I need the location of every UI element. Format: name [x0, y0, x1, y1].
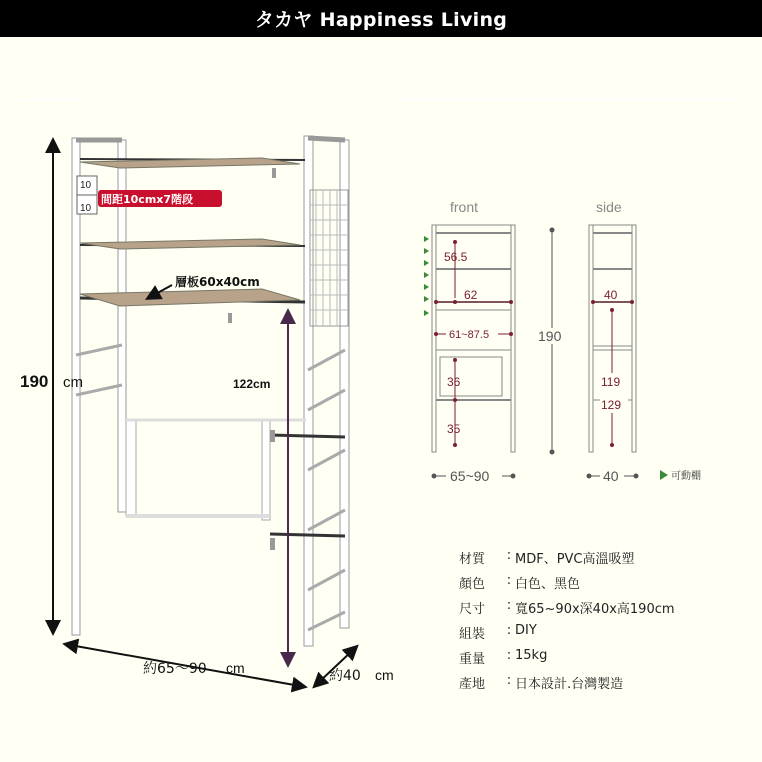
side-dim-40-bottom: 40 [603, 468, 619, 484]
spec-label: 尺寸 [459, 602, 486, 617]
spec-label: 重量 [459, 652, 486, 667]
front-view [424, 199, 568, 484]
front-dim-190: 190 [538, 328, 562, 344]
spec-label: 材質 [459, 552, 486, 567]
spec-value: 15kg [515, 648, 548, 663]
spec-row: 重量 : 15kg [459, 648, 675, 673]
spec-row: 產地 : 日本設計.台灣製造 [459, 673, 675, 698]
front-dim-36: 36 [447, 375, 461, 389]
shelf-callout: 層板60x40cm [175, 275, 260, 289]
side-dim-119: 119 [601, 375, 621, 389]
front-dim-width: 65~90 [450, 468, 490, 484]
clearance-label: 122cm [233, 377, 271, 391]
height-label: 190 [20, 372, 49, 391]
brand-title: タカヤ Happiness Living [254, 9, 508, 31]
front-title: front [450, 199, 479, 215]
spec-value: MDF、PVC高溫吸塑 [515, 552, 635, 567]
depth-label: 約40 [329, 668, 361, 684]
side-dim-40-top: 40 [604, 288, 618, 302]
side-dim-129: 129 [601, 398, 622, 412]
spec-row: 材質 : MDF、PVC高溫吸塑 [459, 548, 675, 573]
spec-value: 寬65~90x深40x高190cm [515, 602, 675, 617]
rack-illustration [72, 136, 349, 646]
spec-value: 日本設計.台灣製造 [515, 677, 624, 692]
front-dim-56: 56.5 [444, 250, 468, 264]
spec-value: DIY [515, 623, 537, 638]
height-unit: cm [63, 374, 83, 391]
spec-label: 組裝 [459, 627, 486, 642]
side-view [587, 199, 639, 484]
spec-value: 白色、黑色 [515, 577, 581, 592]
movable-shelf-legend: 可動棚 [671, 471, 701, 482]
movable-shelf-icon [660, 470, 668, 480]
brand-banner [0, 0, 762, 37]
spacing-callout: 間距10cmx7階段 [101, 193, 194, 206]
depth-unit: cm [375, 667, 394, 683]
front-dim-inner: 61~87.5 [449, 329, 490, 341]
front-dim-62: 62 [464, 288, 478, 302]
side-title: side [596, 199, 622, 215]
width-label: 約65～90 [143, 661, 207, 677]
spec-label: 產地 [459, 677, 486, 692]
front-dim-35: 35 [447, 422, 461, 436]
spec-label: 顏色 [459, 577, 486, 592]
width-unit: cm [226, 660, 245, 676]
spacing-bottom-label: 10 [80, 203, 92, 214]
spec-list [459, 548, 675, 698]
spec-row: 組裝 : DIY [459, 623, 675, 648]
spec-row: 顏色 : 白色、黑色 [459, 573, 675, 598]
spec-row: 尺寸 : 寬65~90x深40x高190cm [459, 598, 675, 623]
spacing-top-label: 10 [80, 180, 92, 191]
